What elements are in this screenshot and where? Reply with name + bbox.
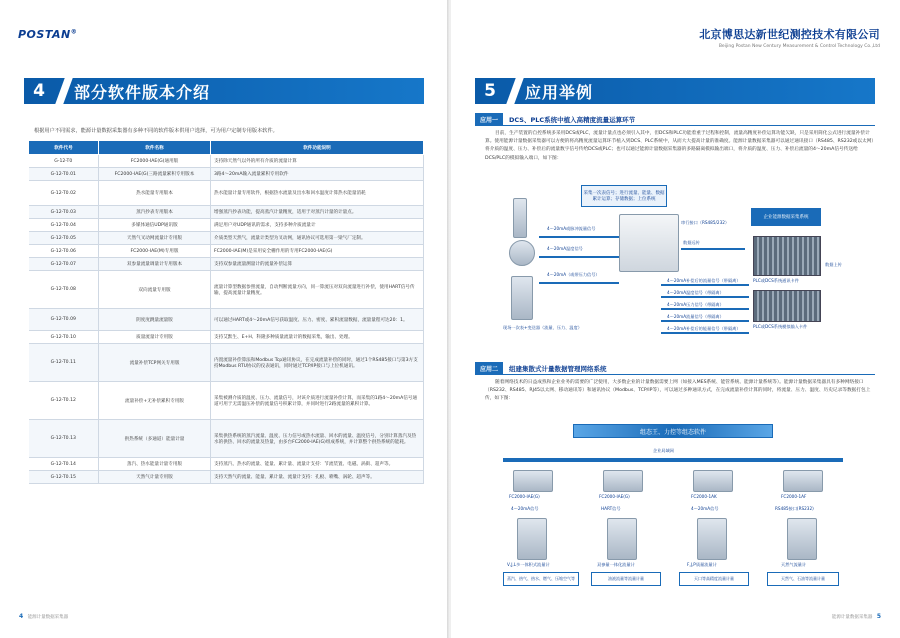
- lan-bus: [503, 458, 843, 462]
- arrow-out-1: [661, 284, 749, 286]
- app2-paragraph: 随着网络技术的日益成熟和企业业务的需要的广泛使用，大多数企业的计量数据需要上网（如接入MES系统、能管系统、能源计量系统等）。能源计量数据采集器具有多种网络接口（RS232、RS485、RJ45以太网、移动通讯等）和通讯协议（Modbus、TCP/IP等），可以通过多种通讯方式，在完成流量补偿计算的同时，将流量、压力、温度、历史记录等数据打包上传，如下图：: [485, 380, 871, 402]
- app1-heading: [475, 113, 635, 126]
- table-row: [29, 155, 424, 168]
- section-number: 5: [484, 81, 496, 101]
- arrow-press-signal: [539, 282, 619, 284]
- table-row: [29, 309, 424, 331]
- cell-name: 天然气叉动网流量计专用版: [99, 232, 211, 245]
- sig-out-1: 4～20mA补偿后的流量信号（带隔离）: [667, 278, 741, 283]
- temperature-sensor-icon: [513, 198, 527, 238]
- table-row: [29, 458, 424, 471]
- app1-tag: 应用一: [475, 113, 503, 126]
- cell-name: 供热系统（多通道）能量计量: [99, 420, 211, 458]
- section-number: 4: [33, 81, 45, 101]
- cell-desc: 支持天然气的流量、能量、累计量、流量计支持：孔板、喷嘴、涡轮、超声等。: [211, 471, 424, 484]
- caption-box-2: 油液流量等流量计量: [591, 572, 661, 586]
- cell-code: G-12-T0: [29, 155, 99, 168]
- meter-label-1: V,J,L多一体积式流量计: [507, 562, 550, 567]
- table-row: [29, 181, 424, 206]
- meter-label-4: 天然气流量计: [781, 562, 807, 567]
- table-row: [29, 245, 424, 258]
- comm-label: 串行接口（RS485/232）: [681, 220, 730, 225]
- link-label-2: HART信号: [601, 506, 621, 511]
- app2-diagram: [503, 420, 843, 600]
- table-row: [29, 219, 424, 232]
- sig-temp: 4～20mA温度信号: [547, 246, 583, 251]
- app1-diagram: [503, 178, 843, 348]
- cell-code: G-12-T0.14: [29, 458, 99, 471]
- scada-software-box: 组态王、力控等组态软件: [573, 424, 773, 438]
- table-row: [29, 331, 424, 344]
- arrow-out-5: [661, 332, 749, 334]
- gas-meter-icon: [787, 518, 817, 560]
- company-name-cn: 北京博思达新世纪测控技术有限公司: [699, 28, 880, 41]
- cell-desc: 增强蒸汽抄表功能，提高蒸汽计量精度，适用于对蒸汽计量的计量点。: [211, 206, 424, 219]
- app2-tag: 应用二: [475, 362, 503, 375]
- table-row: [29, 271, 424, 309]
- cell-code: G-12-T0.11: [29, 344, 99, 382]
- footer-text: 能源计量数据采集器: [831, 615, 873, 620]
- page-number: 5: [876, 613, 881, 620]
- cell-desc: 支持蒸汽、热水的流量、能量、累计量、流量计支持：节流装置、电磁、涡街、超声等。: [211, 458, 424, 471]
- cell-name: 流量补偿TCP网关专用版: [99, 344, 211, 382]
- sig-out-3: 4～20mA压力信号（带隔离）: [667, 302, 724, 307]
- cell-code: G-12-T0.15: [29, 471, 99, 484]
- left-page: [0, 0, 449, 638]
- postan-logo: POSTAN®: [18, 28, 78, 41]
- cell-code: G-12-T0.01: [29, 168, 99, 181]
- cell-desc: 可以通过HART或4～20mA信号获取温度、压力、密度、累积流量数据，流量量程可达20：1。: [211, 309, 424, 331]
- table-row: [29, 471, 424, 484]
- company-name-en: Beijing Postan New Century Measurement & Control Technology Co.,Ltd: [718, 44, 880, 49]
- right-footer: [832, 613, 884, 620]
- app2-title: 组建集散式计量数据管理网络系统: [509, 365, 607, 373]
- cell-desc: 热水能量计量专用软件，根据热水流量及出水和回水温度计算热水能量消耗: [211, 181, 424, 206]
- field-instruments-label: 现场一次表+变送器（流量、压力、温度）: [503, 325, 582, 330]
- col-header-name: 软件名称: [99, 141, 211, 155]
- cell-code: G-12-T0.03: [29, 206, 99, 219]
- table-row: [29, 420, 424, 458]
- mass-meter-icon: [697, 518, 727, 560]
- enterprise-system-box: 企业能源数据采集系统: [751, 208, 821, 226]
- sig-out-5: 4～20mA补偿后的能量信号（带隔离）: [667, 326, 741, 331]
- dev-label-4: FC2000-1AF: [781, 494, 807, 499]
- cell-desc: 支持除天然气以外的所有介质的流量计算: [211, 155, 424, 168]
- link-label-3: 4～20mA信号: [691, 506, 719, 511]
- dual-param-meter-icon: [607, 518, 637, 560]
- cell-code: G-12-T0.13: [29, 420, 99, 458]
- cell-code: G-12-T0.04: [29, 219, 99, 232]
- caption-box-3: 天口等高精度流量计量: [679, 572, 749, 586]
- arrow-out-3: [661, 308, 749, 310]
- cell-name: 阴度度跳量流量版: [99, 309, 211, 331]
- cell-code: G-12-T0.07: [29, 258, 99, 271]
- fc2000-device-4-icon: [783, 470, 823, 492]
- cell-desc: 采集供热系统的蒸汽流量、温度、压力信号或热水流量、回水的流量、温度信号，分别计算蒸汽及热水的供热、回水的流量及热量，由多台FC2000-IAE(G)组成系统，并计算整个供热系统的能耗。: [211, 420, 424, 458]
- app1-paragraph: 目前，生产装置的自控系统多采用DCS或PLC，流量计量点也必须引入其中，但DCS和PLC功能着重于过程和控制，流量高精度补偿运算功能欠缺，只是采用简化公式进行流量补偿计算。使用能源计量数据采集器可以方便的将高精度流量运算环节植入到DCS、PLC系统中，从而大大提高计量的准确度。能源计量数据采集器可以通过通讯接口（RS485、RS232或以太网）将介质的温度、压力、补偿后的流量数字信号传给DCS或PLC；也可以通过能源计量数据采集器的多路隔离模拟输出端口，将介质的温度、压力、补偿后流量的4～20mA信号传送给DCS/PLC的模拟输入端口，如下图：: [485, 131, 874, 161]
- fc2000-device-icon: [619, 214, 679, 272]
- link-label-1: 4～20mA信号: [511, 506, 539, 511]
- arrow-out-4: [661, 320, 749, 322]
- banner-divider: [55, 78, 72, 104]
- cell-name: 蒸汽、热水能量计量专用版: [99, 458, 211, 471]
- cell-name: FC2000-IAE(G)三路流量累积专用版本: [99, 168, 211, 181]
- cell-code: G-12-T0.05: [29, 232, 99, 245]
- cell-code: G-12-T0.10: [29, 331, 99, 344]
- fc2000-device-2-icon: [603, 470, 643, 492]
- section-banner-5: [475, 78, 875, 104]
- net-label: 数据远传: [683, 240, 700, 245]
- footer-text: 能源计量数据采集器: [27, 615, 69, 620]
- left-footer: [16, 613, 68, 620]
- table-row: [29, 206, 424, 219]
- fc2000-device-1-icon: [513, 470, 553, 492]
- cell-code: G-12-T0.06: [29, 245, 99, 258]
- cell-name: 多媒体通信UDP通讯版: [99, 219, 211, 232]
- page-number: 4: [19, 613, 24, 620]
- vortex-meter-icon: [517, 518, 547, 560]
- plc-rack-2-icon: [753, 290, 821, 322]
- cell-code: G-12-T0.02: [29, 181, 99, 206]
- banner-divider: [506, 78, 523, 104]
- pressure-transmitter-icon: [509, 240, 535, 266]
- app2-underline: [475, 374, 875, 375]
- cell-desc: 采集被测介质的温度、压力、流量信号，对该介质进行流量补偿计算，而采集的1路4～20mA信号通道可用于无需温压补偿的流量信号积累计算，并同时进行2路流量的累积计算。: [211, 382, 424, 420]
- plc-label-1: PLC或DCS系统通讯卡件: [753, 278, 799, 283]
- cell-desc: 介质类型天然气，流量计类型为叉动网，通讯协议可选用第一梁气厂定制。: [211, 232, 424, 245]
- cell-desc: 支持双参量流量测量计的流量补偿运算: [211, 258, 424, 271]
- cell-desc: 3路4～20mA输入流量累积专用软件: [211, 168, 424, 181]
- cell-name: FC2000-IAE(G)通用版: [99, 155, 211, 168]
- cell-name: 天然气计量专用版: [99, 471, 211, 484]
- section-title: 部分软件版本介绍: [74, 82, 211, 102]
- cell-name: FC2000-IAE(M)专用版: [99, 245, 211, 258]
- cell-name: 流量补偿+无补偿累积专用版: [99, 382, 211, 420]
- cell-desc: 内置流量补偿算法和Modbus Tcp通讯协议，在完成流量补偿的同时，通过1个RS485接口与第3方支持Modbus RTU协议的仪表通讯，同时通过TCP/IP接口与上位机通讯。: [211, 344, 424, 382]
- sig-flow: 4～20mA或脉冲流量信号: [547, 226, 596, 231]
- arrow-remote: [681, 248, 745, 250]
- col-header-code: 软件代号: [29, 141, 99, 155]
- app2-heading: [475, 362, 607, 375]
- caption-box-1: 蒸汽、热气、热水、燃气、压缩空气等: [503, 572, 579, 586]
- dev-label-1: FC2000-IAE(G): [509, 494, 540, 499]
- arrow-flow-signal: [539, 236, 619, 238]
- meter-label-2: 双参量一体化流量计: [597, 562, 635, 567]
- arrow-out-2: [661, 296, 749, 298]
- app1-underline: [475, 125, 875, 126]
- app1-title: DCS、PLC系统中植入高精度流量运算环节: [509, 116, 636, 124]
- cell-desc: FC2000-IAE(M)是采用安全栅作用的专用FC2000-IAE(G): [211, 245, 424, 258]
- upload-label: 数据上传: [825, 262, 842, 267]
- cell-name: 双参量流量调量计专用版本: [99, 258, 211, 271]
- table-header-row: [29, 141, 424, 155]
- col-header-desc: 软件功能说明: [211, 141, 424, 155]
- table-row: [29, 344, 424, 382]
- table-row: [29, 258, 424, 271]
- cell-code: G-12-T0.09: [29, 309, 99, 331]
- table-row: [29, 232, 424, 245]
- sig-out-4: 4～20mA流量信号（带隔离）: [667, 314, 724, 319]
- fc2000-device-3-icon: [693, 470, 733, 492]
- right-page: [451, 0, 900, 638]
- section-banner-4: [24, 78, 424, 104]
- dev-label-2: FC2000-IAE(G): [599, 494, 630, 499]
- arrow-temp-signal: [539, 256, 619, 258]
- cell-name: 质量流量计专用版: [99, 331, 211, 344]
- flowmeter-icon: [511, 276, 533, 320]
- company-header: [699, 26, 880, 49]
- caption-box-4: 天然气、石油等流量计量: [767, 572, 839, 586]
- plc-label-2: PLC或DCS系统模拟输入卡件: [753, 324, 808, 329]
- cell-desc: 满足用户对UDP通讯的需求，支持多种介质流量计: [211, 219, 424, 232]
- lan-label: 企业局域网: [653, 448, 674, 453]
- cell-name: 蒸汽抄表专用版本: [99, 206, 211, 219]
- intro-text: 根据用户不同需求，能源计量数据采集器有多种不同的软件版本供用户选择，可为用户定制专用版本软件。: [34, 128, 278, 134]
- table-row: [29, 168, 424, 181]
- software-version-table: [28, 140, 424, 484]
- cell-code: G-12-T0.12: [29, 382, 99, 420]
- table-row: [29, 382, 424, 420]
- link-label-4: RS485接口(RS232): [775, 506, 814, 511]
- section-title: 应用举例: [525, 82, 594, 102]
- sig-out-2: 4～20mA温度信号（带隔离）: [667, 290, 724, 295]
- cell-name: 热水能量专用版本: [99, 181, 211, 206]
- cell-desc: 流量计算型数据参照流量，自动判断流量方向，同一算流压对双向流量进行补偿，使用HART信号传输，提高流量计量精度。: [211, 271, 424, 309]
- cell-code: G-12-T0.08: [29, 271, 99, 309]
- sig-press: 4～20mA（或带压力信号）: [547, 272, 600, 277]
- cell-desc: 支持艾默生、E+H、科隆多种质量流量计的数据采集，输出、处理。: [211, 331, 424, 344]
- cell-name: 双向流量专用版: [99, 271, 211, 309]
- plc-rack-1-icon: [753, 236, 821, 276]
- dev-label-3: FC2000-1AK: [691, 494, 717, 499]
- callout-box: 采集一次表信号；进行流量、能量、数据累计运算；存储数据；上位系统: [581, 185, 667, 207]
- meter-label-3: F,J,P质量流量计: [687, 562, 717, 567]
